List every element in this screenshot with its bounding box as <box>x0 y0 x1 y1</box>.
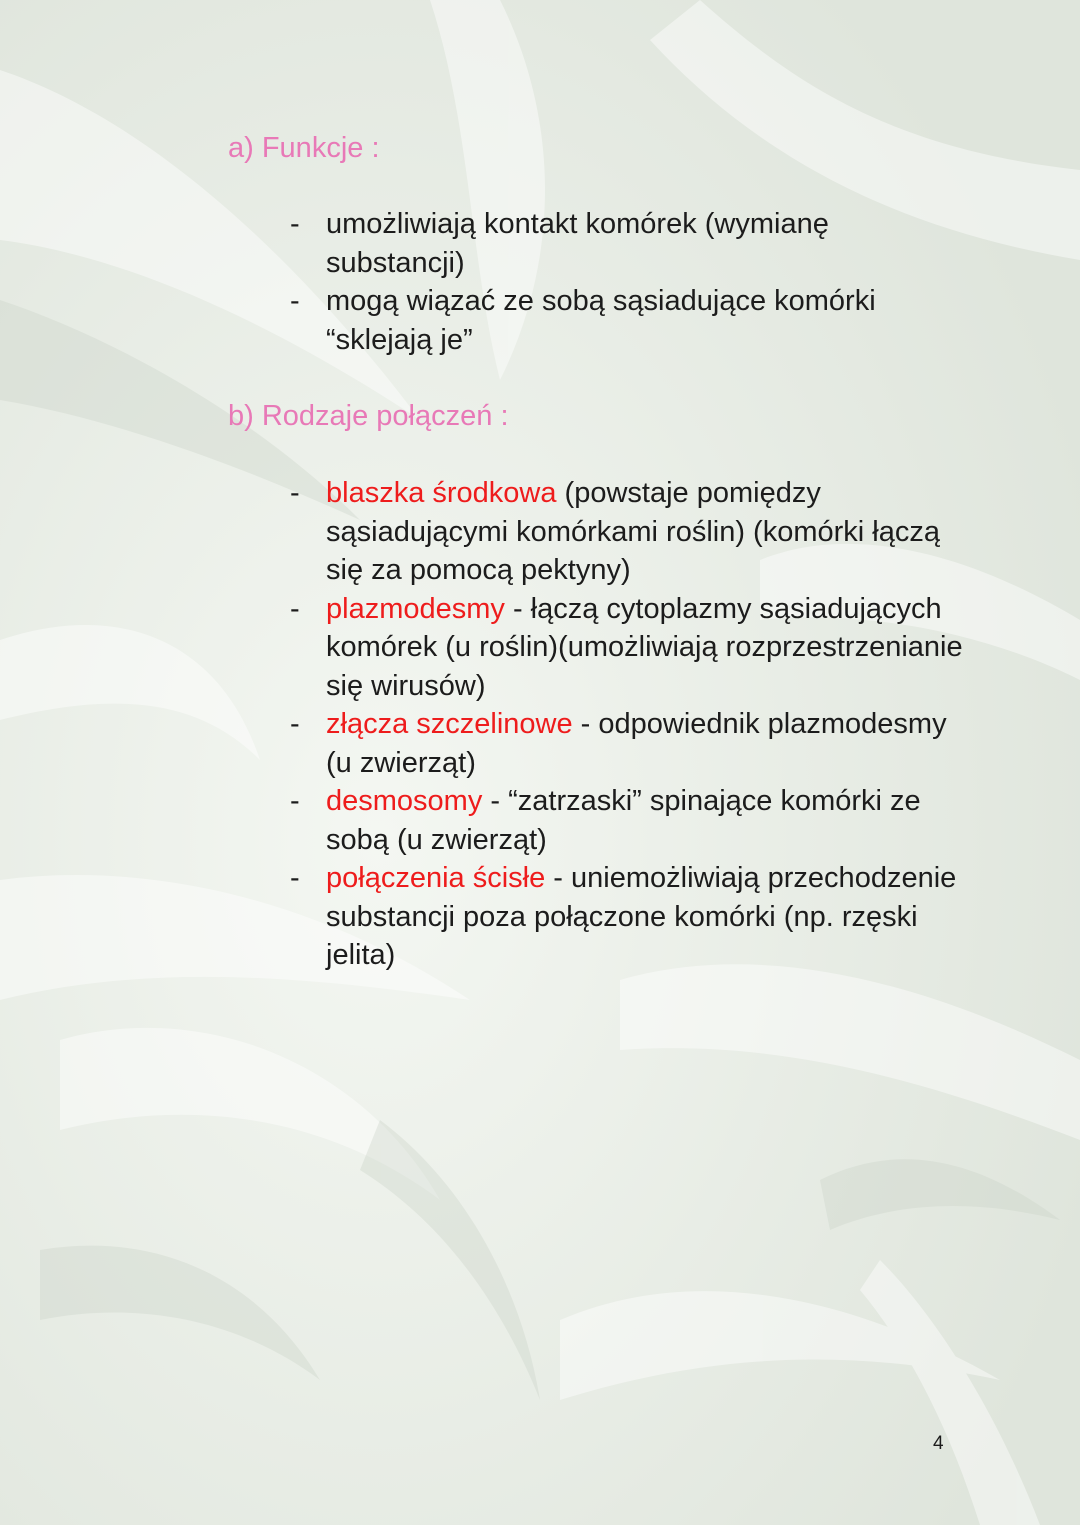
list-item <box>290 590 970 706</box>
section-b-heading: b) Rodzaje połączeń : <box>228 400 509 432</box>
list-item <box>290 859 970 975</box>
item-text: mogą wiązać ze sobą sąsiadujące komórki “sklejają je” <box>326 285 876 356</box>
dash-bullet: - <box>290 477 300 509</box>
item-text: - uniemożliwiają przechodzenie substancji poza połączone komórki (np. rzęski jelita) <box>326 862 957 971</box>
item-text: - odpowiednik plazmodesmy (u zwierząt) <box>326 708 947 779</box>
functions-list <box>290 205 970 359</box>
section-a-heading: a) Funkcje : <box>228 132 380 164</box>
term-label: połączenia ścisłe <box>326 862 546 894</box>
page-number: 4 <box>933 1433 944 1454</box>
dash-bullet: - <box>290 708 300 740</box>
list-item <box>290 782 970 859</box>
term-label: blaszka środkowa <box>326 477 557 509</box>
item-text: - łączą cytoplazmy sąsiadujących komórek (u roślin)(umożliwiają rozprzestrzenianie się wirusów) <box>326 592 963 702</box>
term-label: desmosomy <box>326 785 483 817</box>
item-text: (powstaje pomiędzy sąsiadującymi komórkami roślin) (komórki łączą się za pomocą pektyny) <box>326 477 940 586</box>
dash-bullet: - <box>290 785 300 817</box>
list-item <box>290 705 970 782</box>
term-label: plazmodesmy <box>326 592 505 625</box>
dash-bullet: - <box>290 208 300 240</box>
list-item <box>290 474 970 590</box>
term-label: złącza szczelinowe <box>326 708 573 740</box>
connection-types-list <box>290 474 970 975</box>
list-item <box>290 205 970 282</box>
dash-bullet: - <box>290 862 300 894</box>
dash-bullet: - <box>290 592 300 625</box>
dash-bullet: - <box>290 285 300 317</box>
list-item <box>290 282 970 359</box>
item-text: umożliwiają kontakt komórek (wymianę substancji) <box>326 208 829 279</box>
item-text: - “zatrzaski” spinające komórki ze sobą (u zwierząt) <box>326 785 921 856</box>
